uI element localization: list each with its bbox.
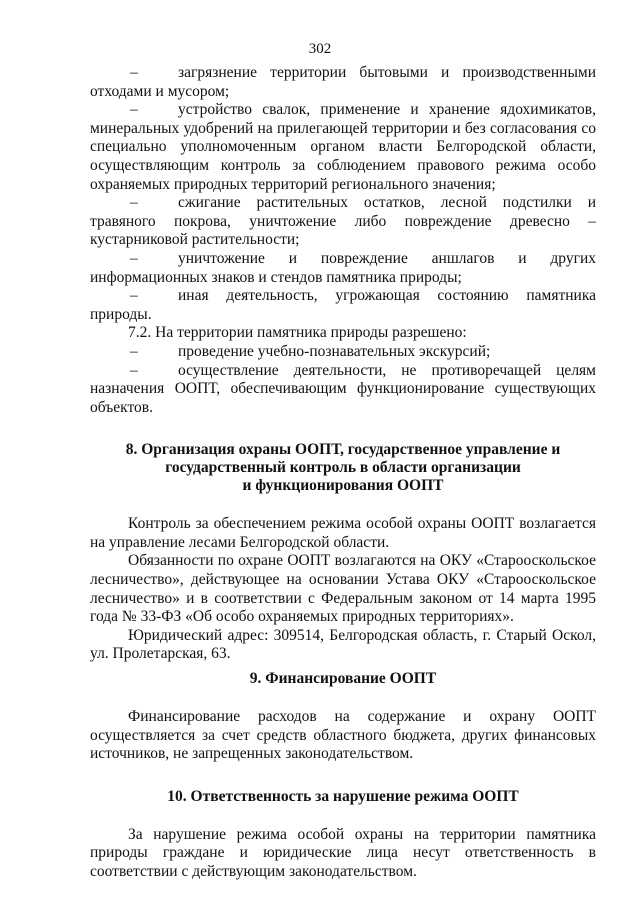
list-item-text: сжигание растительных остатков, лесной подстилки и травяного покрова, уничтожение либо повреждение древесно – кустарниковой растительности; (90, 194, 596, 249)
list-item-text: устройство свалок, применение и хранение ядохимикатов, минеральных удобрений на прилегающей территории и без согласования со специально уполномоченным органом власти Белгородской области, осуществляющим контроль за соблюдением правового режима особо охраняемых природных территорий регионального значения; (90, 101, 596, 193)
list-item (90, 101, 596, 194)
subsection-heading: 7.2. На территории памятника природы разрешено: (128, 324, 467, 342)
page-number: 302 (308, 41, 332, 57)
list-item (90, 64, 596, 101)
paragraph: Контроль за обеспечением режима особой охраны ООПТ возлагается на управление лесами Белгородской области. (90, 515, 596, 551)
list-item-text: иная деятельность, угрожающая состоянию памятника природы. (90, 287, 596, 323)
list-item-text: осуществление деятельности, не противоречащей целям назначения ООПТ, обеспечивающим функционирование существующих объектов. (90, 361, 596, 416)
paragraph: За нарушение режима особой охраны на территории памятника природы граждане и юридические лица несут ответственность в соответствии с действующим законодательством. (90, 825, 596, 880)
list-item (90, 250, 596, 287)
title-line: 8. Организация охраны ООПТ, государственное управление и (125, 441, 561, 459)
list-dash: – (130, 64, 138, 81)
list-dash: – (130, 287, 138, 305)
list-item (90, 194, 596, 250)
section-8-title (90, 441, 596, 495)
title-line: и функционирования ООПТ (242, 477, 444, 495)
list-item-text: проведение учебно-познавательных экскурсий; (178, 342, 491, 360)
list-item-text: уничтожение и повреждение аншлагов и других информационных знаков и стендов памятника природы; (90, 249, 596, 286)
list-item (90, 362, 596, 418)
list-item-text: загрязнение территории бытовыми и производственными отходами и мусором; (90, 64, 596, 100)
section-9-title: 9. Финансирование ООПТ (249, 670, 437, 688)
paragraph: Юридический адрес: 309514, Белгородская область, г. Старый Оскол, ул. Пролетарская, 63. (90, 626, 596, 663)
section-10-title: 10. Ответственность за нарушение режима ООПТ (167, 787, 519, 805)
list-dash: – (130, 361, 138, 379)
list-dash: – (130, 342, 138, 360)
list-item (90, 343, 596, 362)
list-dash: – (130, 194, 138, 212)
list-dash: – (130, 101, 138, 119)
list-dash: – (130, 249, 138, 267)
paragraph: Финансирование расходов на содержание и охрану ООПТ осуществляется за счет средств областного бюджета, других финансовых источников, не запрещенных законодательством. (90, 708, 596, 763)
document-body (90, 64, 596, 882)
list-item (90, 287, 596, 324)
paragraph: Обязанности по охране ООПТ возлагаются на ОКУ «Старооскольское лесничество», действующее на основании Устава ОКУ «Старооскольское лесничество» и в соответствии с Федеральным законом от 14 марта 1995 года № 33-ФЗ «Об особо охраняемых природных территориях». (90, 552, 596, 626)
title-line: государственный контроль в области организации (165, 459, 521, 477)
